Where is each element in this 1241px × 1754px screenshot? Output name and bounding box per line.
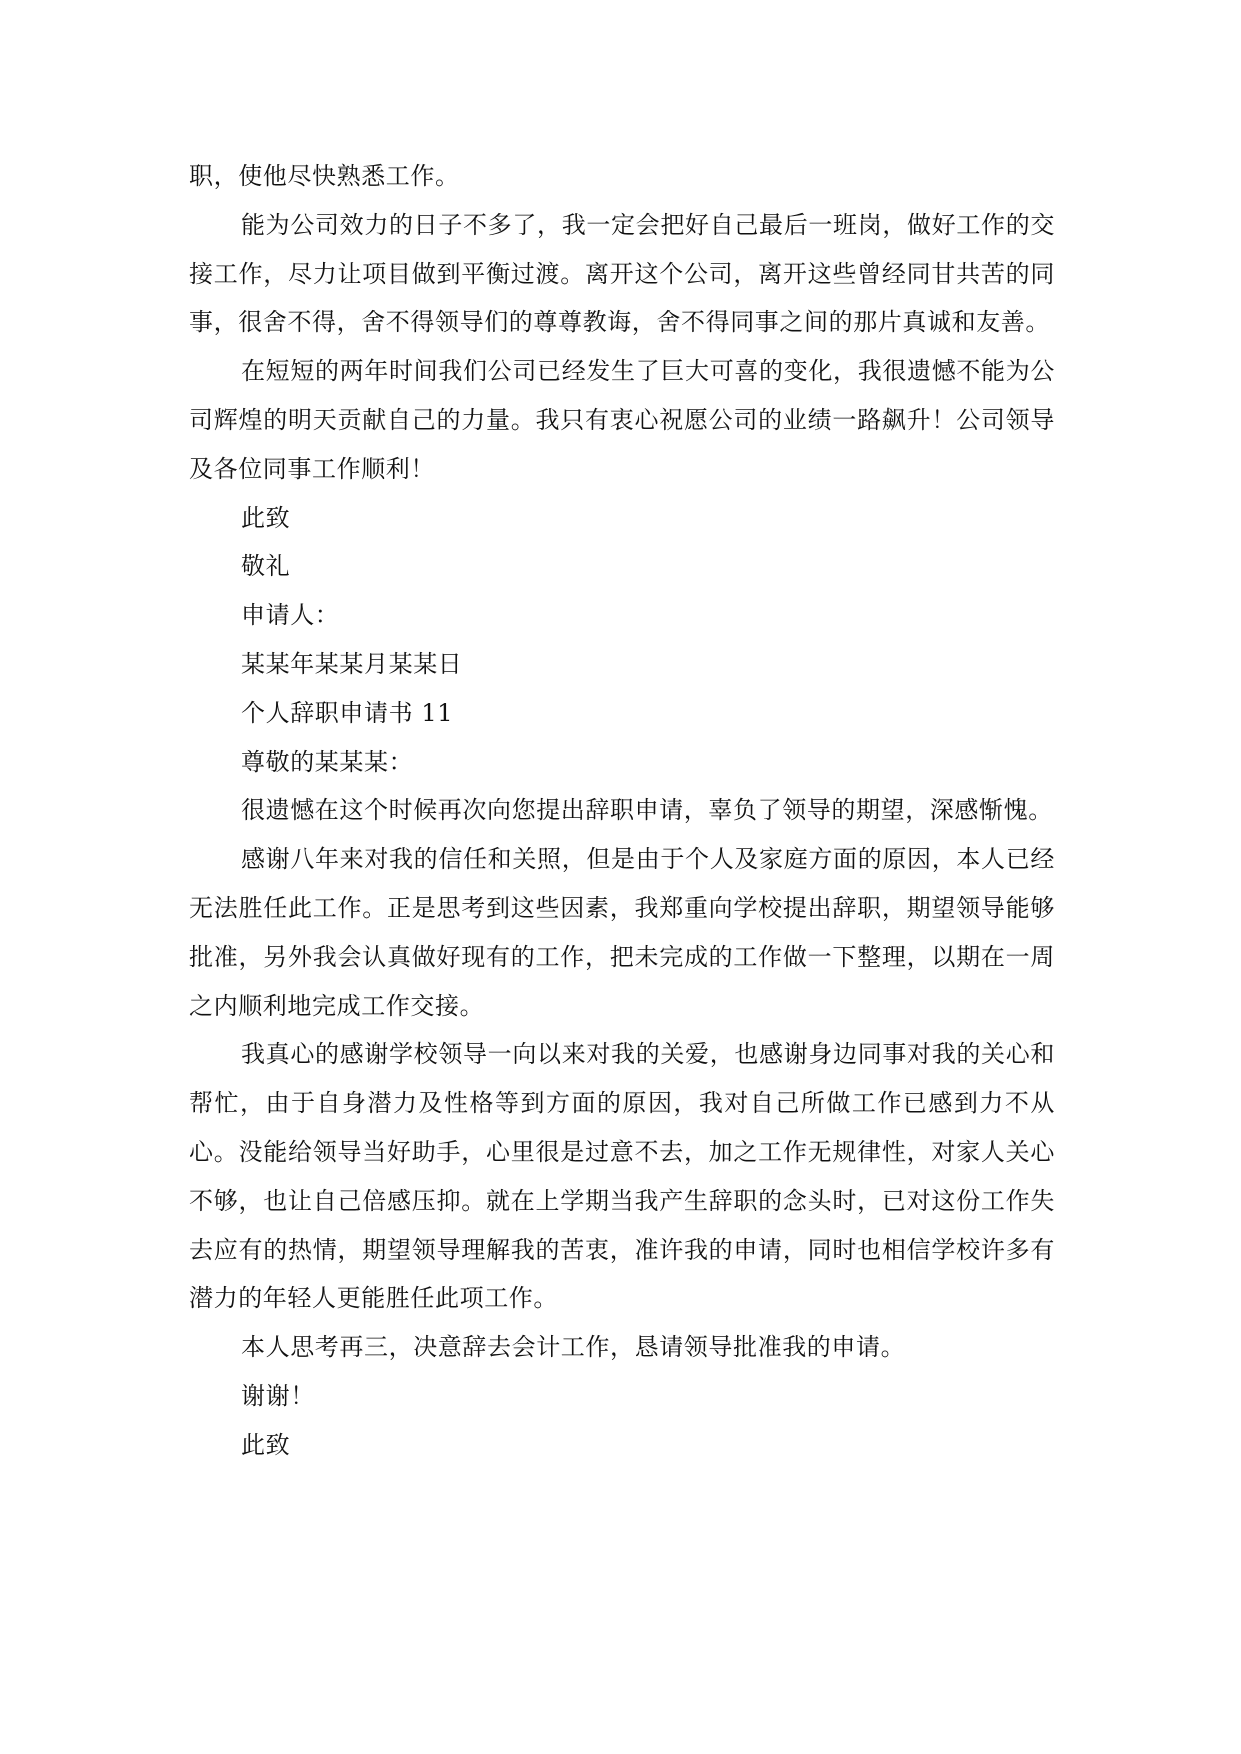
paragraph-gratitude: 我真心的感谢学校领导一向以来对我的关爱，也感谢身边同事对我的关心和帮忙，由于自身潜力及性格等到方面的原因，我对自己所做工作已感到力不从心。没能给领导当好助手，心里很是过意不去，加之工作无规律性，对家人关心不够，也让自己倍感压抑。就在上学期当我产生辞职的念头时，已对这份工作失去应有的热情，期望领导理解我的苦衷，准许我的申请，同时也相信学校许多有潜力的年轻人更能胜任此项工作。 (189, 1040, 1055, 1313)
paragraph-continuation: 职，使他尽快熟悉工作。 (189, 162, 460, 190)
paragraph-handover: 能为公司效力的日子不多了，我一定会把好自己最后一班岗，做好工作的交接工作，尽力让项目做到平衡过渡。离开这个公司，离开这些曾经同甘共苦的同事，很舍不得，舍不得领导们的尊尊教诲，舍不得同事之间的那片真诚和友善。 (189, 210, 1055, 337)
section-title: 个人辞职申请书 11 (241, 698, 454, 727)
thanks-line: 谢谢！ (241, 1381, 315, 1410)
document-body (189, 152, 1055, 1470)
closing-jingli: 敬礼 (241, 552, 291, 581)
paragraph-decision: 本人思考再三，决意辞去会计工作，恳请领导批准我的申请。 (241, 1333, 906, 1362)
applicant-label: 申请人： (241, 601, 340, 630)
paragraph-apology: 很遗憾在这个时候再次向您提出辞职申请，辜负了领导的期望，深感惭愧。 (241, 796, 1053, 825)
closing-cizhi-2: 此致 (241, 1430, 291, 1459)
paragraph-reasons: 感谢八年来对我的信任和关照，但是由于个人及家庭方面的原因，本人已经无法胜任此工作。正是思考到这些因素，我郑重向学校提出辞职，期望领导能够批准，另外我会认真做好现有的工作，把未完成的工作做一下整理，以期在一周之内顺利地完成工作交接。 (189, 845, 1055, 1020)
closing-cizhi: 此致 (241, 503, 291, 532)
paragraph-wishes: 在短短的两年时间我们公司已经发生了巨大可喜的变化，我很遗憾不能为公司辉煌的明天贡献自己的力量。我只有衷心祝愿公司的业绩一路飙升！公司领导及各位同事工作顺利！ (189, 357, 1055, 483)
date-line: 某某年某某月某某日 (241, 649, 463, 678)
salutation: 尊敬的某某某： (241, 747, 414, 776)
